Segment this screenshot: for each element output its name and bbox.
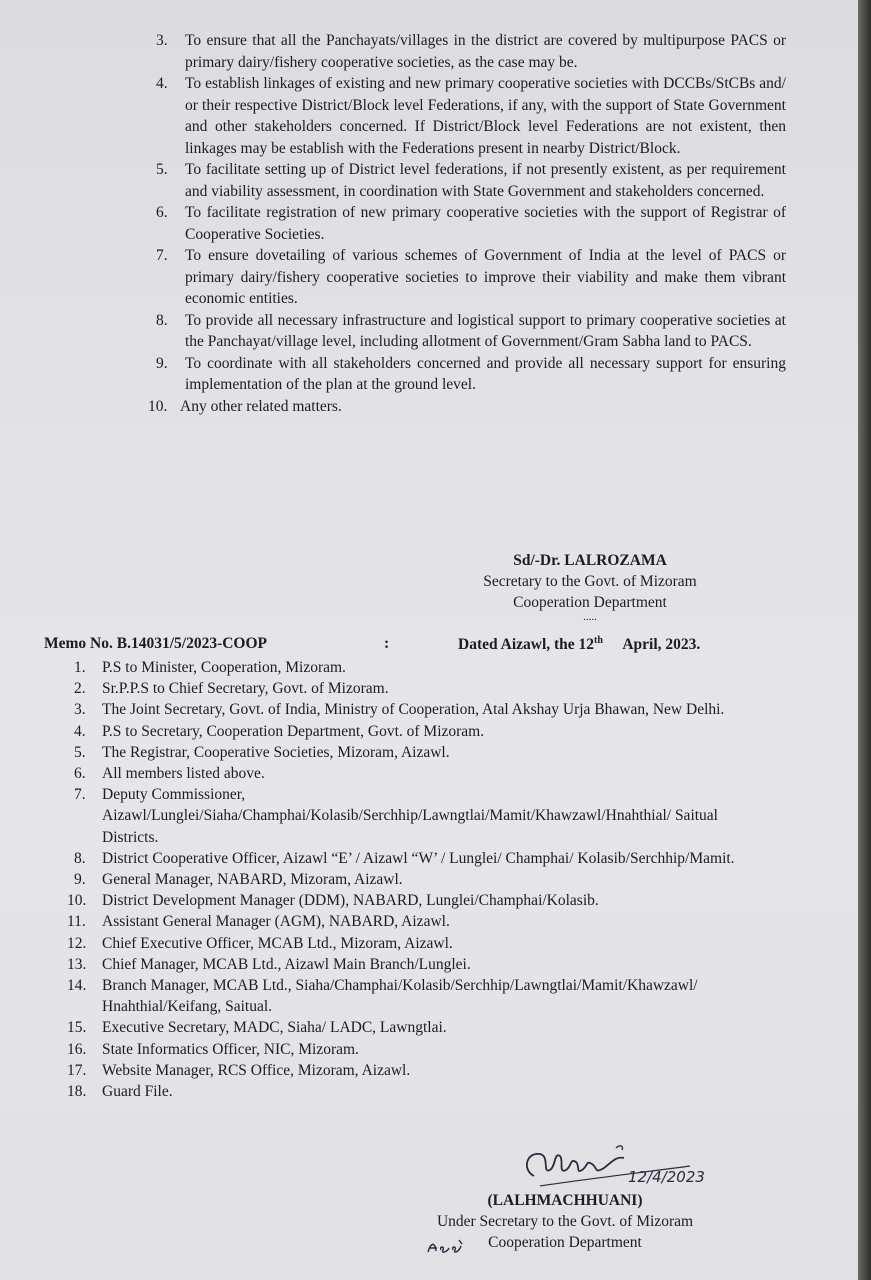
objective-item — [150, 202, 786, 245]
memo-line — [44, 635, 764, 653]
copy-to-item — [67, 1081, 760, 1102]
copy-to-text: Sr.P.P.S to Chief Secretary, Govt. of Mizoram. — [102, 680, 389, 698]
copy-to-item — [67, 1039, 760, 1060]
page-shadow-edge — [858, 0, 871, 1280]
objective-number: 5. — [156, 161, 168, 178]
copy-to-text: Branch Manager, MCAB Ltd., Siaha/Champhai/Kolasib/Serchhip/Lawngtlai/Mamit/Khawzawl/ Hnahthial/Keifang, Saitual. — [102, 977, 698, 1016]
copy-to-number: 1. — [74, 659, 86, 676]
objective-text: To ensure that all the Panchayats/villages in the district are covered by multipurpose PACS or primary dairy/fishery cooperative societies, as the case may be. — [185, 32, 786, 71]
copy-to-text: The Joint Secretary, Govt. of India, Ministry of Cooperation, Atal Akshay Urja Bhawan, New Delhi. — [102, 701, 725, 719]
copy-to-text: General Manager, NABARD, Mizoram, Aizawl. — [102, 871, 403, 889]
undersigned-designation: Under Secretary to the Govt. of Mizoram — [436, 1213, 694, 1230]
copy-to-item — [67, 1060, 760, 1081]
memo-number: Memo No. B.14031/5/2023-COOP — [44, 635, 268, 652]
objective-number: 4. — [156, 75, 168, 92]
copy-to-text: All members listed above. — [102, 765, 265, 783]
handwritten-date: 12/4/2023 — [628, 1168, 705, 1186]
copy-to-item — [70, 848, 760, 869]
copy-to-text: Guard File. — [102, 1083, 173, 1101]
objective-text: To facilitate setting up of District level federations, if not presently existent, as per requirement and viability assessment, in coordination with State Government and stakeholders concerned. — [185, 161, 786, 200]
copy-to-number: 12. — [67, 934, 87, 952]
copy-to-number: 2. — [74, 680, 86, 698]
copy-to-item — [70, 721, 760, 742]
objective-item — [150, 73, 786, 159]
copy-to-number: 7. — [74, 786, 86, 804]
copy-to-text: District Development Manager (DDM), NABARD, Lunglei/Champhai/Kolasib. — [102, 892, 599, 910]
objective-text: Any other related matters. — [180, 397, 342, 415]
copy-to-number: 13. — [67, 955, 87, 973]
copy-to-text: Deputy Commissioner, Aizawl/Lunglei/Siaha/Champhai/Kolasib/Serchhip/Lawngtlai/Mamit/Khawzawl/Hnahthial/ Saitual Districts. — [102, 786, 718, 846]
copy-to-item — [67, 933, 760, 954]
copy-to-text: The Registrar, Cooperative Societies, Mizoram, Aizawl. — [102, 743, 450, 761]
memo-date-month-year: April, 2023. — [622, 636, 701, 654]
copy-to-text: Chief Executive Officer, MCAB Ltd., Mizoram, Aizawl. — [102, 934, 453, 952]
objective-number: 6. — [156, 204, 168, 221]
objective-item — [150, 353, 786, 396]
copy-to-number: 8. — [74, 849, 86, 867]
objective-item — [150, 396, 786, 418]
copy-to-text: Website Manager, RCS Office, Mizoram, Aizawl. — [102, 1061, 411, 1079]
copy-to-list — [67, 657, 760, 1102]
objective-number: 3. — [156, 32, 168, 49]
copy-to-item — [67, 954, 760, 975]
copy-to-item — [70, 742, 760, 763]
copy-to-text: State Informatics Officer, NIC, Mizoram. — [102, 1040, 359, 1058]
objective-text: To establish linkages of existing and new primary cooperative societies with DCCBs/StCBs and/ or their respective District/Block level Federations, if any, with the support of State Government and other stakeholders concerned. If District/Block level Federations are not existent, then linkages may be establish with the Federations present in nearby District/Block. — [185, 75, 786, 157]
objective-number: 10. — [148, 397, 168, 415]
copy-to-text: District Cooperative Officer, Aizawl “E’ / Aizawl “W’ / Lunglei/ Champhai/ Kolasib/Serchhip/Mamit. — [102, 849, 735, 867]
objective-text: To facilitate registration of new primary cooperative societies with the support of Registrar of Cooperative Societies. — [185, 204, 786, 243]
copy-to-number: 3. — [74, 701, 86, 719]
copy-to-item — [67, 911, 760, 932]
objective-item — [150, 159, 786, 202]
copy-to-text: Assistant General Manager (AGM), NABARD, Aizawl. — [102, 913, 450, 931]
objectives-list — [150, 30, 786, 417]
copy-to-number: 11. — [67, 913, 86, 931]
copy-to-text: Executive Secretary, MADC, Siaha/ LADC, Lawngtlai. — [102, 1019, 447, 1037]
memo-date-prefix: Dated Aizawl, the 12 — [458, 636, 595, 654]
handwritten-initials — [425, 1236, 465, 1256]
objective-number: 8. — [156, 311, 168, 329]
copy-to-number: 16. — [67, 1040, 87, 1058]
signatory-department: Cooperation Department — [513, 594, 667, 611]
objective-item — [150, 310, 786, 353]
signatory-designation: Secretary to the Govt. of Mizoram — [483, 573, 697, 590]
memo-colon: : — [384, 635, 390, 652]
signatory-name: Sd/-Dr. LALROZAMA — [513, 552, 667, 569]
copy-to-text: Chief Manager, MCAB Ltd., Aizawl Main Branch/Lunglei. — [102, 955, 471, 973]
copy-to-number: 9. — [74, 871, 86, 889]
copy-to-item — [70, 657, 760, 678]
copy-to-number: 5. — [74, 743, 86, 761]
copy-to-item — [70, 763, 760, 784]
copy-to-item — [70, 678, 760, 699]
copy-to-item — [67, 975, 760, 1017]
objective-text: To provide all necessary infrastructure and logistical support to primary cooperative societies at the Panchayat/village level, including allotment of Government/Gram Sabha land to PACS. — [185, 311, 786, 350]
objective-text: To ensure dovetailing of various schemes of Government of India at the level of PACS or primary dairy/fishery cooperative societies to improve their viability and make them vibrant economic entities. — [185, 247, 786, 307]
objective-number: 9. — [156, 354, 168, 372]
copy-to-item — [67, 1017, 760, 1038]
secretary-signature-block — [440, 550, 740, 621]
copy-to-number: 14. — [67, 977, 87, 995]
undersigned-department: Cooperation Department — [488, 1234, 642, 1251]
copy-to-item — [70, 699, 760, 720]
undersigned-name: (LALHMACHHUANI) — [487, 1192, 643, 1209]
copy-to-item — [70, 784, 760, 848]
objective-number: 7. — [156, 247, 168, 264]
copy-to-number: 18. — [67, 1083, 87, 1101]
copy-to-text: P.S to Secretary, Cooperation Department, Govt. of Mizoram. — [102, 722, 485, 740]
separator-dots: ..... — [583, 611, 597, 623]
copy-to-number: 4. — [74, 722, 86, 740]
objective-item — [150, 30, 786, 73]
copy-to-number: 17. — [67, 1061, 87, 1079]
copy-to-item — [67, 890, 760, 911]
copy-to-item — [70, 869, 760, 890]
copy-to-number: 10. — [67, 892, 87, 910]
objective-item — [150, 245, 786, 310]
copy-to-text: P.S to Minister, Cooperation, Mizoram. — [102, 659, 346, 676]
copy-to-number: 6. — [74, 765, 86, 783]
copy-to-number: 15. — [67, 1019, 87, 1037]
memo-date-suffix-sup: th — [594, 635, 603, 646]
memo-date — [458, 635, 700, 654]
objective-text: To coordinate with all stakeholders concerned and provide all necessary support for ensuring implementation of the plan at the ground level. — [185, 354, 786, 393]
